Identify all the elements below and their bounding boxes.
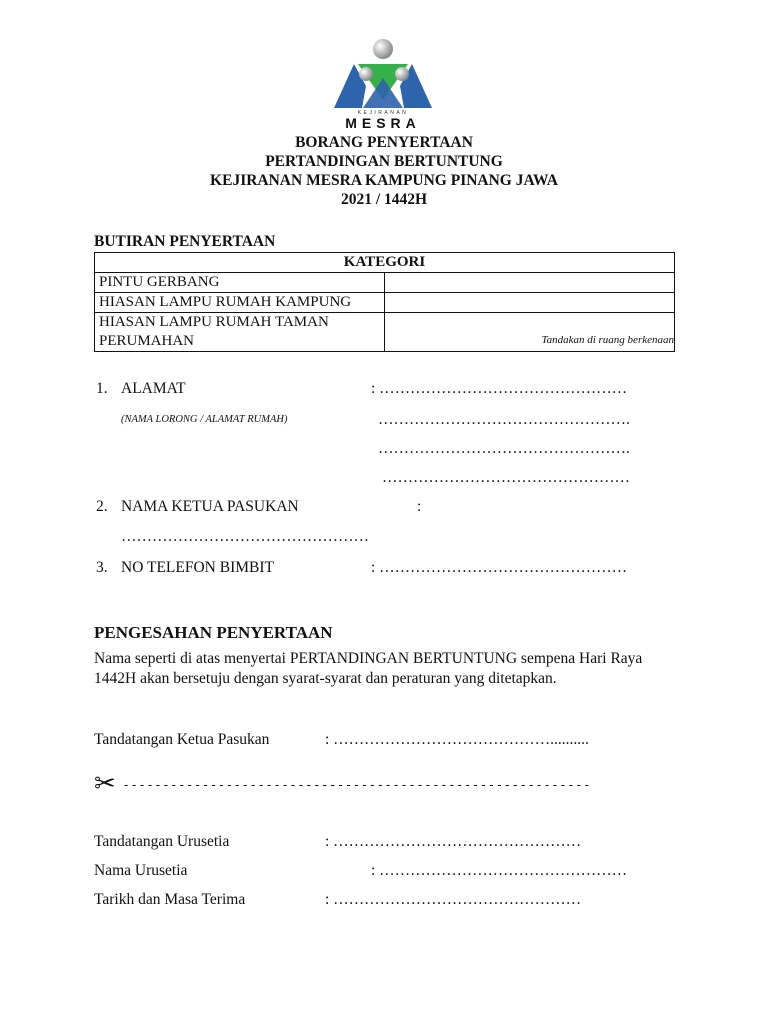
urusetia-signature-label: Tandatangan Urusetia [94, 833, 230, 850]
logo-text: MESRA [345, 115, 421, 130]
alamat-sublabel: (NAMA LORONG / ALAMAT RUMAH) [121, 414, 288, 425]
alamat-input-line-4[interactable]: ………………………………………… [382, 469, 630, 486]
ketua-colon: : [417, 498, 422, 515]
section-title-butiran: BUTIRAN PENYERTAAN [94, 233, 276, 250]
urusetia-name-line[interactable]: : ………………………………………… [371, 862, 628, 879]
alamat-input-line-3[interactable]: …………………………………………. [378, 440, 630, 457]
year-title: 2021 / 1442H [340, 191, 428, 208]
table-row [95, 273, 675, 293]
table-row [95, 293, 675, 313]
telefon-label: NO TELEFON BIMBIT [121, 559, 274, 576]
received-date-label: Tarikh dan Masa Terima [94, 891, 246, 908]
alamat-input-line-1[interactable]: : ………………………………………… [371, 380, 628, 397]
table-header: KATEGORI [95, 253, 675, 273]
table-note: Tandakan di ruang berkenaan [541, 334, 674, 346]
urusetia-name-label: Nama Urusetia [94, 862, 188, 879]
field-number: 2. [96, 498, 108, 515]
ketua-input-line[interactable]: ………………………………………… [121, 528, 369, 545]
field-number: 1. [96, 380, 108, 397]
mesra-logo [330, 38, 436, 130]
category-label: HIASAN LAMPU RUMAH KAMPUNG [95, 293, 385, 313]
alamat-label: ALAMAT [121, 380, 186, 397]
ketua-label: NAMA KETUA PASUKAN [121, 498, 299, 515]
logo-subtext: KEJIRANAN [357, 110, 409, 116]
organizer-title: KEJIRANAN MESRA KAMPUNG PINANG JAWA [210, 172, 558, 189]
scissors-icon: ✂ [94, 769, 116, 799]
alamat-input-line-2[interactable]: …………………………………………. [378, 411, 630, 428]
category-checkbox-rumah-kampung[interactable] [385, 293, 675, 313]
form-title: BORANG PENYERTAAN [295, 134, 473, 151]
field-number: 3. [96, 559, 108, 576]
urusetia-signature-line[interactable]: : ………………………………………… [325, 833, 582, 850]
category-label: PINTU GERBANG [95, 273, 385, 293]
telefon-input-line[interactable]: : ………………………………………… [371, 559, 628, 576]
category-label: HIASAN LAMPU RUMAH TAMAN PERUMAHAN [95, 313, 385, 352]
received-date-line[interactable]: : ………………………………………… [325, 891, 582, 908]
cut-line: - - - - - - - - - - - - - - - - - - - - - - - - - - - - - - - - - - - - - - - - - - - - - - - - - - - - - - - - - - - [124, 777, 589, 792]
competition-title: PERTANDINGAN BERTUNTUNG [265, 153, 503, 170]
ketua-signature-label: Tandatangan Ketua Pasukan [94, 731, 270, 748]
ketua-signature-line[interactable]: : …………………………………….......... [325, 731, 589, 748]
section-title-pengesahan: PENGESAHAN PENYERTAAN [94, 623, 333, 642]
category-checkbox-pintu-gerbang[interactable] [385, 273, 675, 293]
pengesahan-text: Nama seperti di atas menyertai PERTANDINGAN BERTUNTUNG sempena Hari Raya 1442H akan bersetuju dengan syarat-syarat dan peraturan yang ditetapkan. [94, 650, 643, 687]
